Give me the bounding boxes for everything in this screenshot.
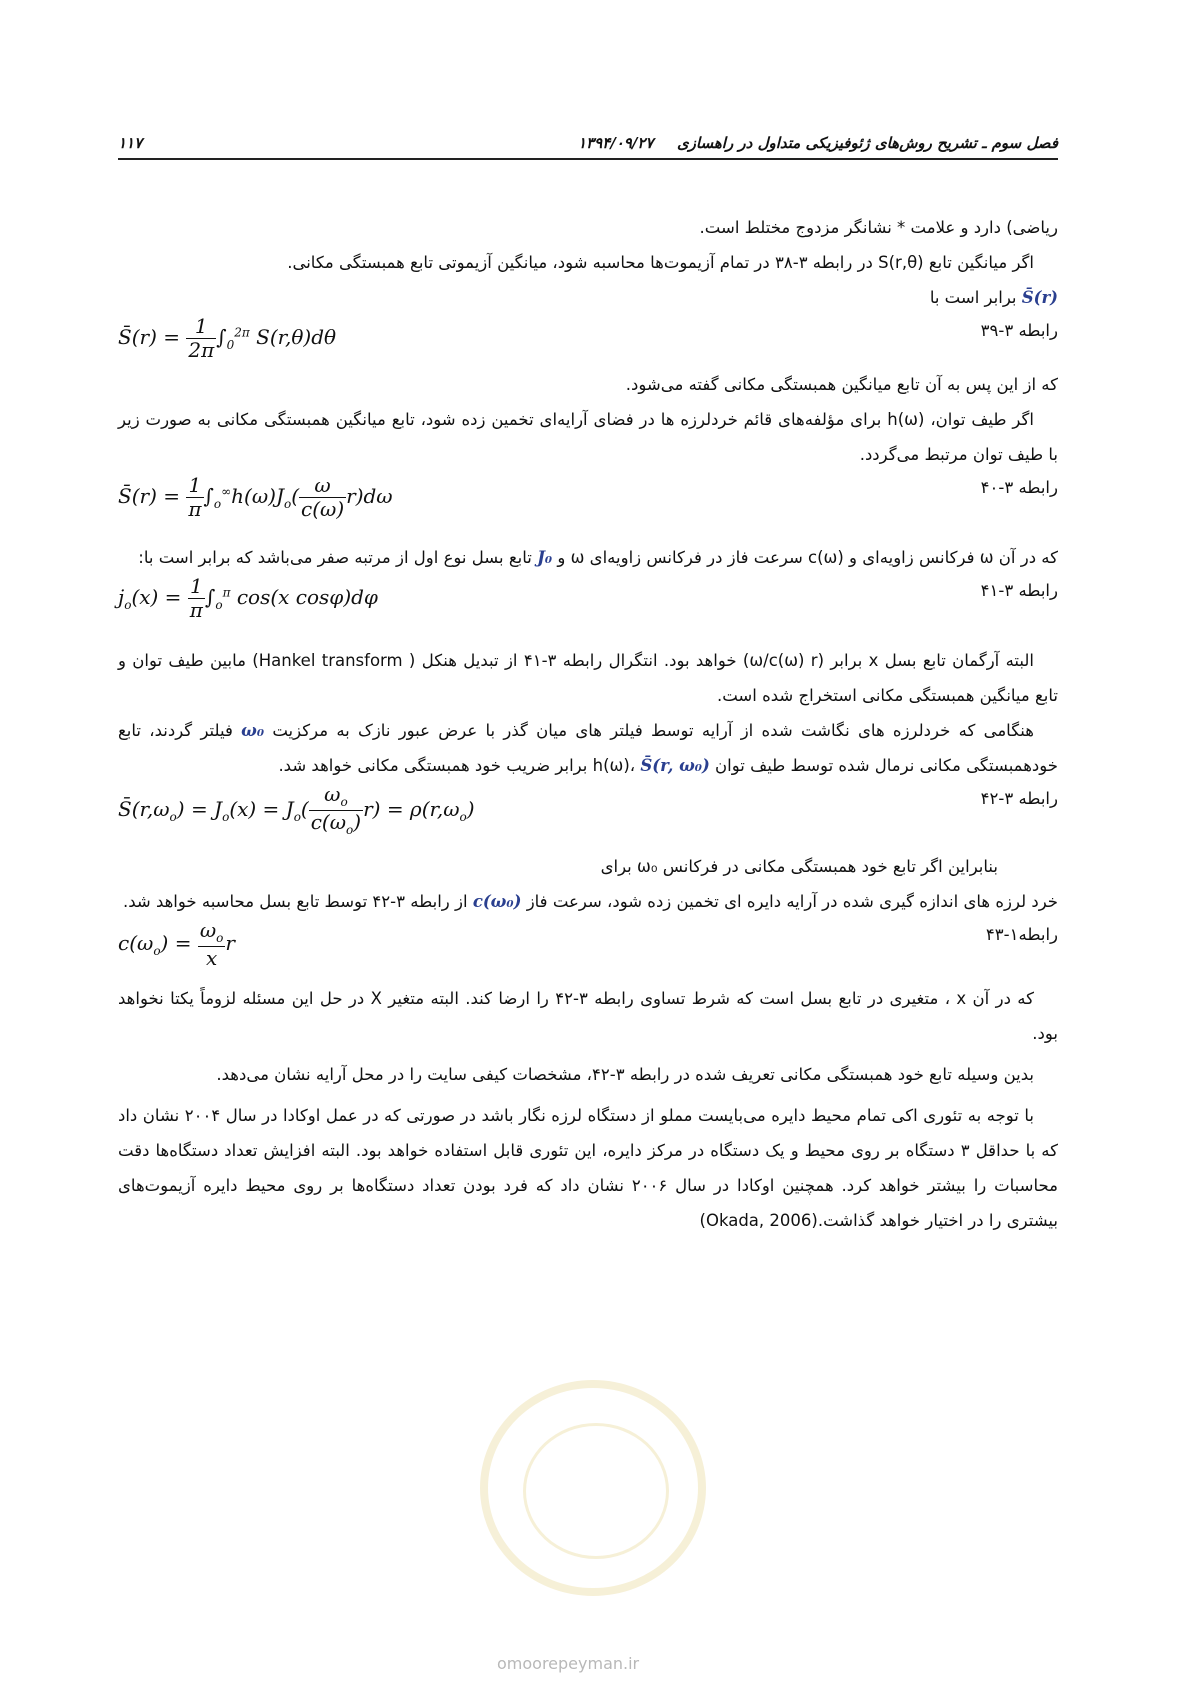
equation-43-row: [118, 919, 1058, 977]
page-header: [118, 128, 1058, 158]
paragraph-3: [118, 280, 1058, 315]
equation-41-label: رابطه ۳-۴۱: [980, 581, 1058, 600]
page-body: [118, 210, 1058, 1238]
equation-40: S̄(r) = $\frac{1}{\pi}$ $\int_o^\infty h(\omega)J_o$( $\frac{\omega}{c(\omega)}$ r)dω: [118, 473, 393, 521]
equation-41: $j_o(x)$ = $\frac{1}{\pi}$ $\int_o^\pi$ cos(x cosφ)dφ: [118, 574, 378, 622]
paragraph-8-text-c: برابر ضریب خود همبستگی مکانی خواهد شد.: [278, 756, 588, 775]
paragraph-4: که از این پس به آن تابع میانگین همبستگی مکانی گفته می‌شود.: [625, 375, 1058, 394]
equation-40-label: رابطه ۳-۴۰: [980, 478, 1058, 497]
equation-39-label: رابطه ۳-۳۹: [980, 321, 1058, 340]
omega0-symbol: ω₀: [241, 721, 265, 740]
paragraph-13: با توجه به تئوری اکی تمام محیط دایره می‌بایست مملو از دستگاه لرزه نگار باشد در صورتی که در عمل اوکادا در سال ۲۰۰۴ نشان داد که با حداقل ۳ دستگاه بر روی محیط و یک دستگاه در مرکز دایره، این تئوری قابل استفاده خواهد بود. البته افزایش تعداد دستگاه‌ها دقت محاسبات را بیشتر خواهد کرد. همچنین اوکادا در سال ۲۰۰۶ نشان داد که فرد بودن تعداد دستگاه‌ها بر روی محیط دایره آزیموت‌های بیشتری را در اختیار خواهد گذاشت.(Okada, 2006): [118, 1106, 1059, 1230]
equation-43: $c(\omega_o)$ = $\frac{\omega_o}{x}$ r: [118, 918, 235, 970]
paragraph-10: [118, 884, 1058, 919]
watermark-seal: [480, 1380, 706, 1596]
paragraph-9: بنابراین اگر تابع خود همبستگی مکانی در فرکانس ω₀ برای: [600, 857, 998, 876]
equation-39-row: [118, 315, 1058, 367]
paragraph-12: بدین وسیله تابع خود همبستگی مکانی تعریف شده در رابطه ۳-۴۲، مشخصات کیفی سایت را در محل آرایه نشان می‌دهد.: [216, 1065, 1034, 1084]
header-date: ۱۳۹۴/۰۹/۲۷: [578, 134, 654, 152]
equation-42: $S̄(r,\omega_o) = J_o(x) = J_o$( $\frac{\omega_o}{c(\omega_o)}$ $r) = \rho(r,\omega_o)$: [118, 782, 475, 837]
j0-symbol: J₀: [537, 548, 553, 567]
paragraph-10-text-b: از رابطه ۳-۴۲ توسط تابع بسل محاسبه خواهد شد.: [122, 892, 468, 911]
header-rule: [118, 158, 1058, 160]
s-bar-r-symbol: S̄(r): [1021, 288, 1058, 307]
paragraph-8-text-b: فیلتر گردند، تابع خودهمبستگی مکانی نرمال شده توسط طیف توان h(ω)،: [118, 721, 1058, 775]
paragraph-8-text-a: هنگامی که خردلرزه های نگاشت شده از آرایه توسط فیلتر های میان گذر با عرض عبور نازک به مرکزیت: [272, 721, 1034, 740]
paragraph-2: اگر میانگین تابع S(r,θ) در رابطه ۳-۳۸ در تمام آزیموت‌ها محاسبه شود، میانگین آزیموتی تابع همبستگی مکانی.: [287, 253, 1034, 272]
paragraph-1: ریاضی) دارد و علامت * نشانگر مزدوج مختلط است.: [699, 218, 1058, 237]
paragraph-11: که در آن x ، متغیری در تابع بسل است که شرط تساوی رابطه ۳-۴۲ را ارضا کند. البته متغیر X در حل این مسئله لزوماً یکتا نخواهد بود.: [118, 989, 1058, 1043]
equation-43-label: رابطه۱-۴۳: [985, 925, 1058, 944]
paragraph-10-text-a: خرد لرزه های اندازه گیری شده در آرایه دایره ای تخمین زده شود، سرعت فاز: [526, 892, 1058, 911]
chapter-title: فصل سوم ـ تشریح روش‌های ژئوفیزیکی متداول در راهسازی: [676, 134, 1058, 152]
equation-40-row: [118, 472, 1058, 540]
paragraph-3-text: برابر است با: [929, 288, 1017, 307]
paragraph-6: [118, 540, 1058, 575]
equation-42-label: رابطه ۳-۴۲: [980, 789, 1058, 808]
s-bar-r-omega0-symbol: S̄(r, ω₀): [640, 756, 710, 775]
c-omega0-symbol: c(ω₀): [472, 892, 522, 911]
paragraph-6-text-a: که در آن ω فرکانس زاویه‌ای و c(ω) سرعت فاز در فرکانس زاویه‌ای ω و: [557, 548, 1058, 567]
paragraph-7: البته آرگمان تابع بسل x برابر (ω/c(ω) r) خواهد بود. انتگرال رابطه ۳-۴۱ از تبدیل هنکل ( Hankel transform) مابین طیف توان و تابع میانگین همبستگی مکانی استخراج شده است.: [118, 651, 1058, 705]
paragraph-6-text-b: تابع بسل نوع اول از مرتبه صفر می‌باشد که برابر است با:: [138, 548, 532, 567]
equation-39: S̄(r) = $\frac{1}{2\pi}$ $\int_0^{2\pi}$ S(r,θ)dθ: [118, 314, 337, 362]
paragraph-5: اگر طیف توان، h(ω) برای مؤلفه‌های قائم خردلرزه ها در فضای آرایه‌ای تخمین زده شود، تابع میانگین همبستگی مکانی به صورت زیر با طیف توان مرتبط می‌گردد.: [118, 410, 1058, 464]
watermark-site: omoorepeyman.ir: [497, 1654, 640, 1673]
equation-41-row: [118, 575, 1058, 637]
page-number: ۱۱۷: [118, 134, 143, 152]
equation-42-row: [118, 783, 1058, 849]
paragraph-8: [118, 713, 1058, 783]
